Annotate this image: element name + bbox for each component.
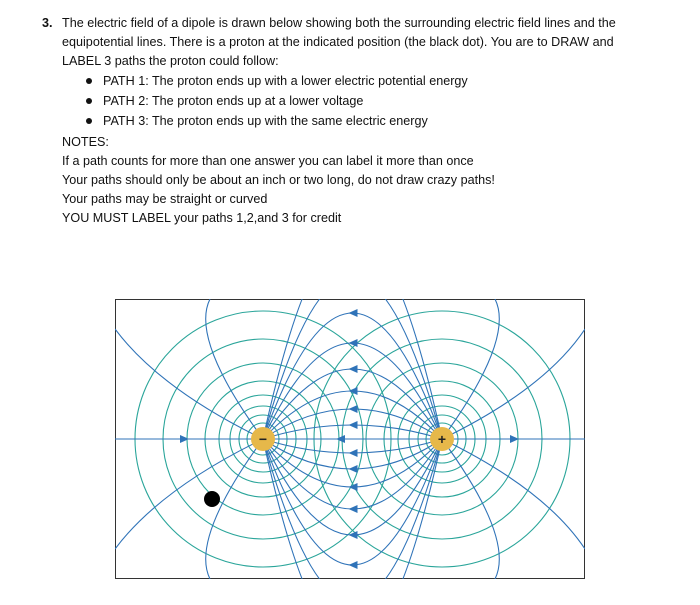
question-number: 3. <box>42 16 53 30</box>
bullet-dot-1 <box>86 78 92 84</box>
proton-dot <box>204 491 220 507</box>
bullet-dot-2 <box>86 98 92 104</box>
notes-heading: NOTES: <box>62 135 109 149</box>
negative-charge <box>251 427 275 451</box>
dipole-field-diagram <box>115 299 585 579</box>
intro-line-2: equipotential lines. There is a proton at the indicated position (the black dot). You are to DRAW and <box>62 35 614 49</box>
negative-charge-symbol: − <box>258 431 268 447</box>
intro-line-1: The electric field of a dipole is drawn below showing both the surrounding electric field lines and the <box>62 16 616 30</box>
positive-charge <box>430 427 454 451</box>
note-3: Your paths may be straight or curved <box>62 192 268 206</box>
path-2-text: PATH 2: The proton ends up at a lower voltage <box>103 94 364 108</box>
bullet-dot-3 <box>86 118 92 124</box>
note-4: YOU MUST LABEL your paths 1,2,and 3 for credit <box>62 211 342 225</box>
positive-charge-symbol: + <box>437 431 447 447</box>
path-1-text: PATH 1: The proton ends up with a lower electric potential energy <box>103 74 468 88</box>
note-2: Your paths should only be about an inch or two long, do not draw crazy paths! <box>62 173 495 187</box>
intro-line-3: LABEL 3 paths the proton could follow: <box>62 54 279 68</box>
path-3-text: PATH 3: The proton ends up with the same electric energy <box>103 114 428 128</box>
note-1: If a path counts for more than one answer you can label it more than once <box>62 154 474 168</box>
